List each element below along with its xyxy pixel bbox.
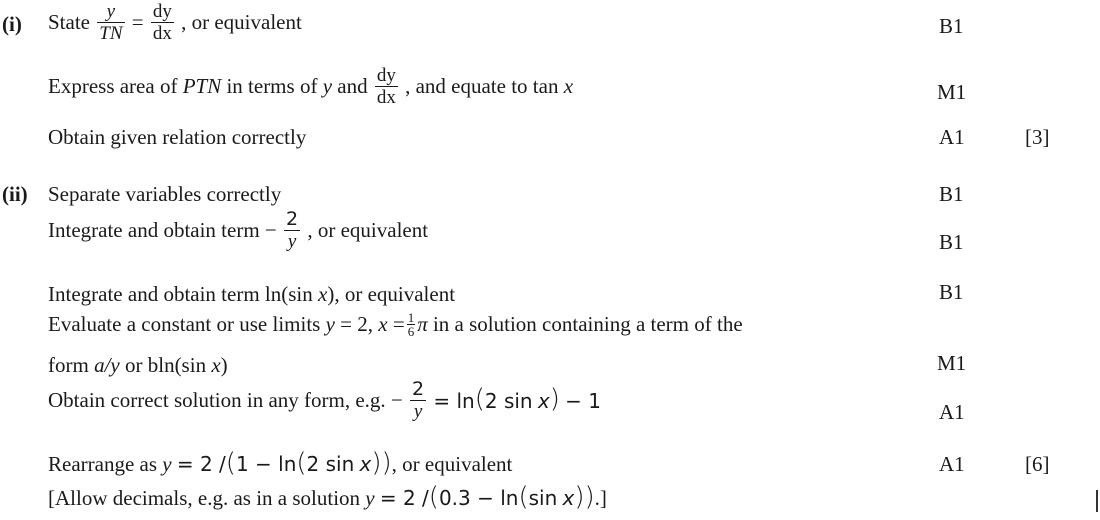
part-ii-row-4-line-1 [48, 310, 743, 338]
fraction-numerator: dy [376, 65, 396, 86]
math-y: y [322, 74, 333, 98]
part-ii-row-4-line-2 [48, 351, 228, 378]
mark-code: B1 [939, 182, 964, 206]
math-rhs: 1 − ln [235, 452, 297, 477]
part-ii-row-3 [48, 280, 455, 307]
paren-close: )) [574, 482, 595, 512]
total-marks: [3] [1025, 125, 1050, 149]
part-ii-row-7 [48, 482, 607, 512]
row-text: Obtain correct solution in any form, e.g. [48, 388, 386, 412]
fraction-numerator: 1 [407, 309, 415, 325]
row-suffix: , or equivalent [391, 451, 513, 476]
math-x: x [211, 352, 221, 377]
minus-sign: − [264, 218, 277, 242]
fraction-dy-dx [151, 2, 174, 43]
row-text: ) [220, 352, 228, 377]
row-suffix: , or equivalent [307, 218, 429, 242]
part-ii-row-5 [48, 380, 601, 421]
mark-code: M1 [937, 80, 967, 104]
math-rhs: − 1 [565, 388, 601, 413]
fraction-denominator: y [287, 231, 297, 252]
fraction-numerator: y [97, 2, 124, 23]
paren-open: ( [428, 482, 439, 512]
row-text: State [48, 10, 90, 34]
row-text: Rearrange as [48, 451, 158, 476]
fraction-numerator: dy [152, 1, 172, 22]
math-y: y [162, 451, 172, 476]
part-i-row-1 [48, 2, 302, 43]
fraction-denominator: TN [99, 23, 123, 44]
paren-open: ( [296, 448, 307, 478]
row-text: bln(sin [147, 352, 207, 377]
part-i-row-2 [48, 66, 573, 107]
fraction-y-over-tn [97, 2, 124, 43]
math-x: x [563, 74, 574, 98]
equals-sign: = [392, 311, 405, 336]
part-ii-label: (ii) [2, 182, 28, 206]
row-text: or [124, 352, 143, 377]
math-rhs: = ln [433, 388, 475, 413]
math-rhs: = 2 / [176, 452, 226, 477]
fraction-denominator: 6 [407, 323, 415, 339]
mark-code: A1 [939, 400, 965, 424]
math-rhs: 2 sin [306, 452, 355, 477]
minus-sign: − [390, 388, 403, 412]
row-suffix: , or equivalent [181, 10, 302, 34]
part-ii-row-1: Separate variables correctly [48, 182, 282, 206]
row-text: in terms of [226, 74, 318, 98]
mark-code: M1 [937, 351, 967, 375]
row-text: Express area of [48, 74, 178, 98]
total-marks: [6] [1025, 452, 1050, 476]
row-text: Integrate and obtain term [48, 218, 260, 242]
fraction-denominator: dx [376, 87, 396, 108]
math-x: x [562, 486, 575, 511]
row-suffix: ), or equivalent [327, 281, 456, 306]
fraction-numerator: 2 [286, 208, 299, 230]
math-y: y [365, 485, 375, 510]
part-ii-row-6 [48, 448, 512, 478]
mark-code: A1 [939, 125, 965, 149]
paren-close: )) [371, 448, 392, 478]
paren-close: ) [549, 384, 560, 415]
math-x: x [378, 311, 388, 336]
math-x: x [318, 281, 328, 306]
math-ptn: PTN [182, 74, 222, 98]
part-i-label: (i) [2, 12, 22, 36]
math-x: x [537, 388, 550, 413]
fraction-denominator: y [413, 401, 423, 422]
mark-code: B1 [939, 230, 964, 254]
text-cursor [1096, 490, 1098, 512]
row-text: form [48, 352, 89, 377]
fraction-denominator: dx [152, 23, 172, 44]
part-i-row-3: Obtain given relation correctly [48, 125, 307, 149]
mark-code: B1 [939, 280, 964, 304]
row-suffix: .] [594, 485, 607, 510]
fraction-2-over-y [410, 380, 426, 421]
fraction-1-over-6 [407, 311, 416, 338]
row-text: Integrate and obtain term ln(sin [48, 281, 313, 306]
mark-code: A1 [939, 452, 965, 476]
row-suffix: , and equate to tan [405, 74, 559, 98]
math-pi: π [417, 311, 428, 336]
fraction-numerator: 2 [412, 378, 425, 400]
part-ii-row-2 [48, 210, 428, 251]
math-rhs: sin [528, 486, 558, 511]
paren-open: ( [518, 482, 529, 512]
row-text: Evaluate a constant or use limits [48, 311, 321, 336]
fraction-dy-dx [375, 66, 398, 107]
row-text: = 2, [340, 311, 374, 336]
row-text: [Allow decimals, e.g. as in a solution [48, 485, 361, 510]
equals-sign: = [131, 10, 144, 34]
paren-open: ( [474, 384, 485, 415]
row-text: in a solution containing a term of the [432, 311, 743, 336]
math-a-over-y: a/y [94, 352, 120, 377]
math-rhs: 2 sin [484, 388, 533, 413]
math-rhs: = 2 / [379, 486, 429, 511]
row-text: and [337, 74, 368, 98]
math-x: x [359, 452, 372, 477]
fraction-2-over-y [284, 210, 300, 251]
paren-open: ( [225, 448, 236, 478]
mark-code: B1 [939, 14, 964, 38]
math-rhs: 0.3 − ln [438, 486, 519, 511]
math-y: y [325, 311, 335, 336]
